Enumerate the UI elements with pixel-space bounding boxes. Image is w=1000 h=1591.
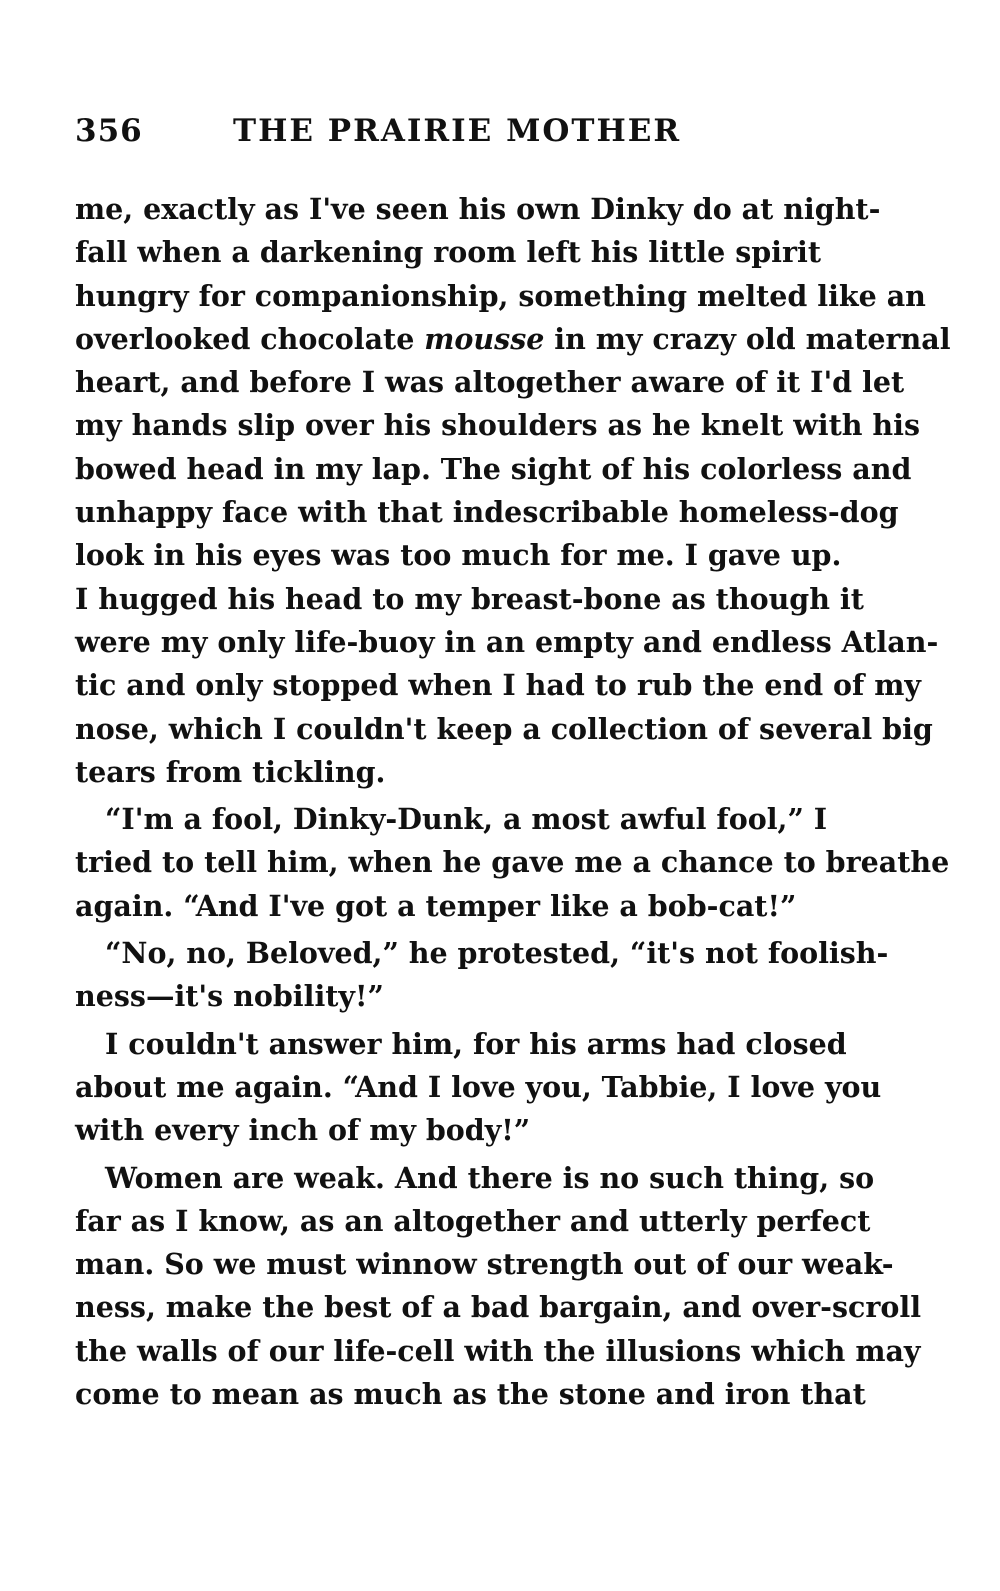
text-line: look in his eyes was too much for me. I gave up. [75,538,842,573]
text-line: man. So we must winnow strength out of our weak- [75,1247,894,1282]
text-line: hungry for companionship, something melted like an [75,278,926,313]
text-line: heart, and before I was altogether aware of it I'd let [75,365,905,400]
text-segment: overlooked chocolate [75,321,425,356]
text-line: “I'm a fool, Dinky-Dunk, a most awful fool,” I [105,802,828,837]
paragraph [75,932,889,1019]
paragraph [75,188,951,794]
text-line: tears from tickling. [75,754,386,789]
text-line: far as I know, as an altogether and utterly perfect [75,1203,871,1238]
text-line [75,318,951,361]
text-line: Women are weak. And there is no such thing, so [105,1160,875,1195]
text-line: about me again. “And I love you, Tabbie, I love you [75,1069,882,1104]
text-line: again. “And I've got a temper like a bob-cat!” [75,888,797,923]
text-segment: in my crazy old maternal [544,321,951,356]
paragraph [75,1157,922,1417]
text-line: I couldn't answer him, for his arms had closed [105,1026,847,1061]
text-line: with every inch of my body!” [75,1113,531,1148]
text-line: me, exactly as I've seen his own Dinky do at night- [75,192,881,226]
italic-word: mousse [424,321,545,356]
text-line: unhappy face with that indescribable homeless-dog [75,495,899,530]
text-line: fall when a darkening room left his little spirit [75,235,821,270]
text-line: nose, which I couldn't keep a collection of several big [75,711,933,746]
text-line: were my only life-buoy in an empty and endless Atlan- [75,624,939,659]
paragraph [75,798,950,928]
text-line: I hugged his head to my breast-bone as though it [75,581,864,616]
text-line: come to mean as much as the stone and iron that [75,1377,866,1412]
text-line: ness, make the best of a bad bargain, and over-scroll [75,1290,922,1325]
text-line: tic and only stopped when I had to rub the end of my [75,668,921,703]
paragraph [75,1023,882,1153]
text-line: tried to tell him, when he gave me a chance to breathe [75,845,950,880]
running-title: THE PRAIRIE MOTHER [233,113,682,149]
body-text [75,188,951,1416]
text-line: my hands slip over his shoulders as he knelt with his [75,408,920,443]
page-header [75,113,835,163]
text-line: ness—it's nobility!” [75,979,384,1014]
text-line: “No, no, Beloved,” he protested, “it's not foolish- [105,936,889,971]
page-number: 356 [75,113,143,149]
text-line: the walls of our life-cell with the illusions which may [75,1333,921,1368]
text-line: bowed head in my lap. The sight of his colorless and [75,451,912,486]
